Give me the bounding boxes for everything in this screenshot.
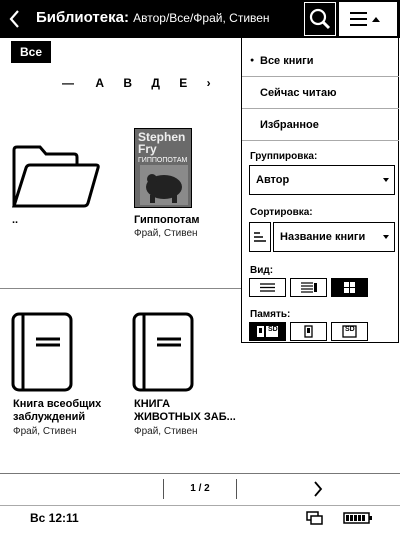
clock: Вс 12:11 — [30, 511, 79, 525]
item-title-line: Книга всеобщих — [13, 398, 102, 410]
caret-down-icon — [383, 235, 389, 239]
menu-item-all-books[interactable]: ● Все книги — [242, 45, 399, 77]
memory-sd-button[interactable] — [331, 322, 368, 341]
list-icon — [250, 279, 285, 296]
view-grid-button[interactable] — [331, 278, 368, 297]
page-title — [36, 9, 270, 26]
footer-divider — [0, 473, 400, 474]
book-cover — [134, 128, 192, 208]
sorting-label: Сортировка: — [250, 207, 313, 218]
chevron-left-icon — [6, 8, 24, 30]
status-divider — [0, 505, 400, 506]
view-label: Вид: — [250, 265, 274, 276]
item-title-line: КНИГА — [134, 398, 171, 410]
sort-order-icon — [250, 223, 270, 251]
alphabet-letter[interactable]: — — [62, 76, 74, 90]
menu-item-reading-now[interactable]: Сейчас читаю — [242, 77, 399, 109]
item-title: .. — [12, 214, 19, 226]
menu-item-favorites[interactable]: Избранное — [242, 109, 399, 141]
alphabet-letter[interactable]: В — [123, 76, 133, 90]
alphabet-index — [62, 76, 227, 90]
row-divider — [0, 288, 241, 289]
task-switcher-button[interactable] — [306, 510, 324, 526]
sort-order-toggle[interactable] — [249, 222, 271, 252]
book-item[interactable] — [11, 312, 121, 440]
item-author: Фрай, Стивен — [134, 426, 198, 437]
view-options-panel — [241, 38, 399, 343]
hamburger-menu-icon — [340, 3, 396, 35]
chevron-right-icon — [306, 478, 330, 500]
alphabet-letter[interactable]: Д — [151, 76, 160, 90]
view-list-button[interactable] — [249, 278, 286, 297]
item-title-line: ЖИВОТНЫХ ЗАБ... — [134, 411, 236, 423]
breadcrumb: Автор/Все/Фрай, Стивен — [133, 11, 270, 25]
folder-up-item[interactable] — [10, 140, 105, 230]
book-item[interactable] — [132, 312, 240, 440]
item-title — [13, 398, 101, 424]
view-detailed-list-button[interactable] — [290, 278, 327, 297]
windows-icon — [306, 510, 324, 526]
cover-author: Stephen Fry — [138, 130, 186, 156]
top-bar — [0, 0, 400, 38]
alphabet-letter[interactable]: Е — [179, 76, 188, 90]
device-icon — [291, 323, 326, 340]
memory-internal-button[interactable] — [290, 322, 327, 341]
grouping-value: Автор — [256, 174, 290, 186]
sort-select[interactable] — [273, 222, 395, 252]
book-icon — [132, 312, 194, 392]
back-button[interactable] — [6, 8, 24, 30]
next-page-button[interactable] — [306, 478, 330, 500]
folder-icon — [10, 144, 102, 210]
memory-label: Память: — [250, 309, 291, 320]
sd-label: SD — [268, 326, 278, 333]
item-author: Фрай, Стивен — [13, 426, 77, 437]
hippo-illustration — [140, 165, 188, 205]
grouping-label: Группировка: — [250, 151, 318, 162]
grid-icon — [332, 279, 367, 296]
caret-down-icon — [383, 178, 389, 182]
item-title: Гиппопотам — [134, 214, 200, 226]
alphabet-next[interactable]: › — [206, 76, 211, 90]
sd-label: SD — [345, 326, 355, 333]
grouping-select[interactable] — [249, 165, 395, 195]
alphabet-letter[interactable]: А — [95, 76, 105, 90]
search-button[interactable] — [304, 2, 336, 36]
page-indicator: 1 / 2 — [163, 479, 237, 499]
item-title-line: заблуждений — [13, 411, 86, 423]
library-title: Библиотека: — [36, 9, 129, 26]
sort-value: Название книги — [280, 231, 366, 243]
search-icon — [305, 3, 335, 35]
all-filter-button[interactable]: Все — [11, 41, 51, 63]
book-icon — [11, 312, 73, 392]
cover-title: ГИППОПОТАМ — [138, 157, 188, 164]
item-author: Фрай, Стивен — [134, 228, 198, 239]
item-title — [134, 398, 236, 424]
book-item[interactable] — [132, 128, 237, 240]
battery-indicator[interactable] — [343, 511, 373, 525]
memory-all-button[interactable] — [249, 322, 286, 341]
menu-button[interactable] — [339, 2, 397, 36]
battery-icon — [343, 511, 373, 525]
detailed-list-icon — [291, 279, 326, 296]
